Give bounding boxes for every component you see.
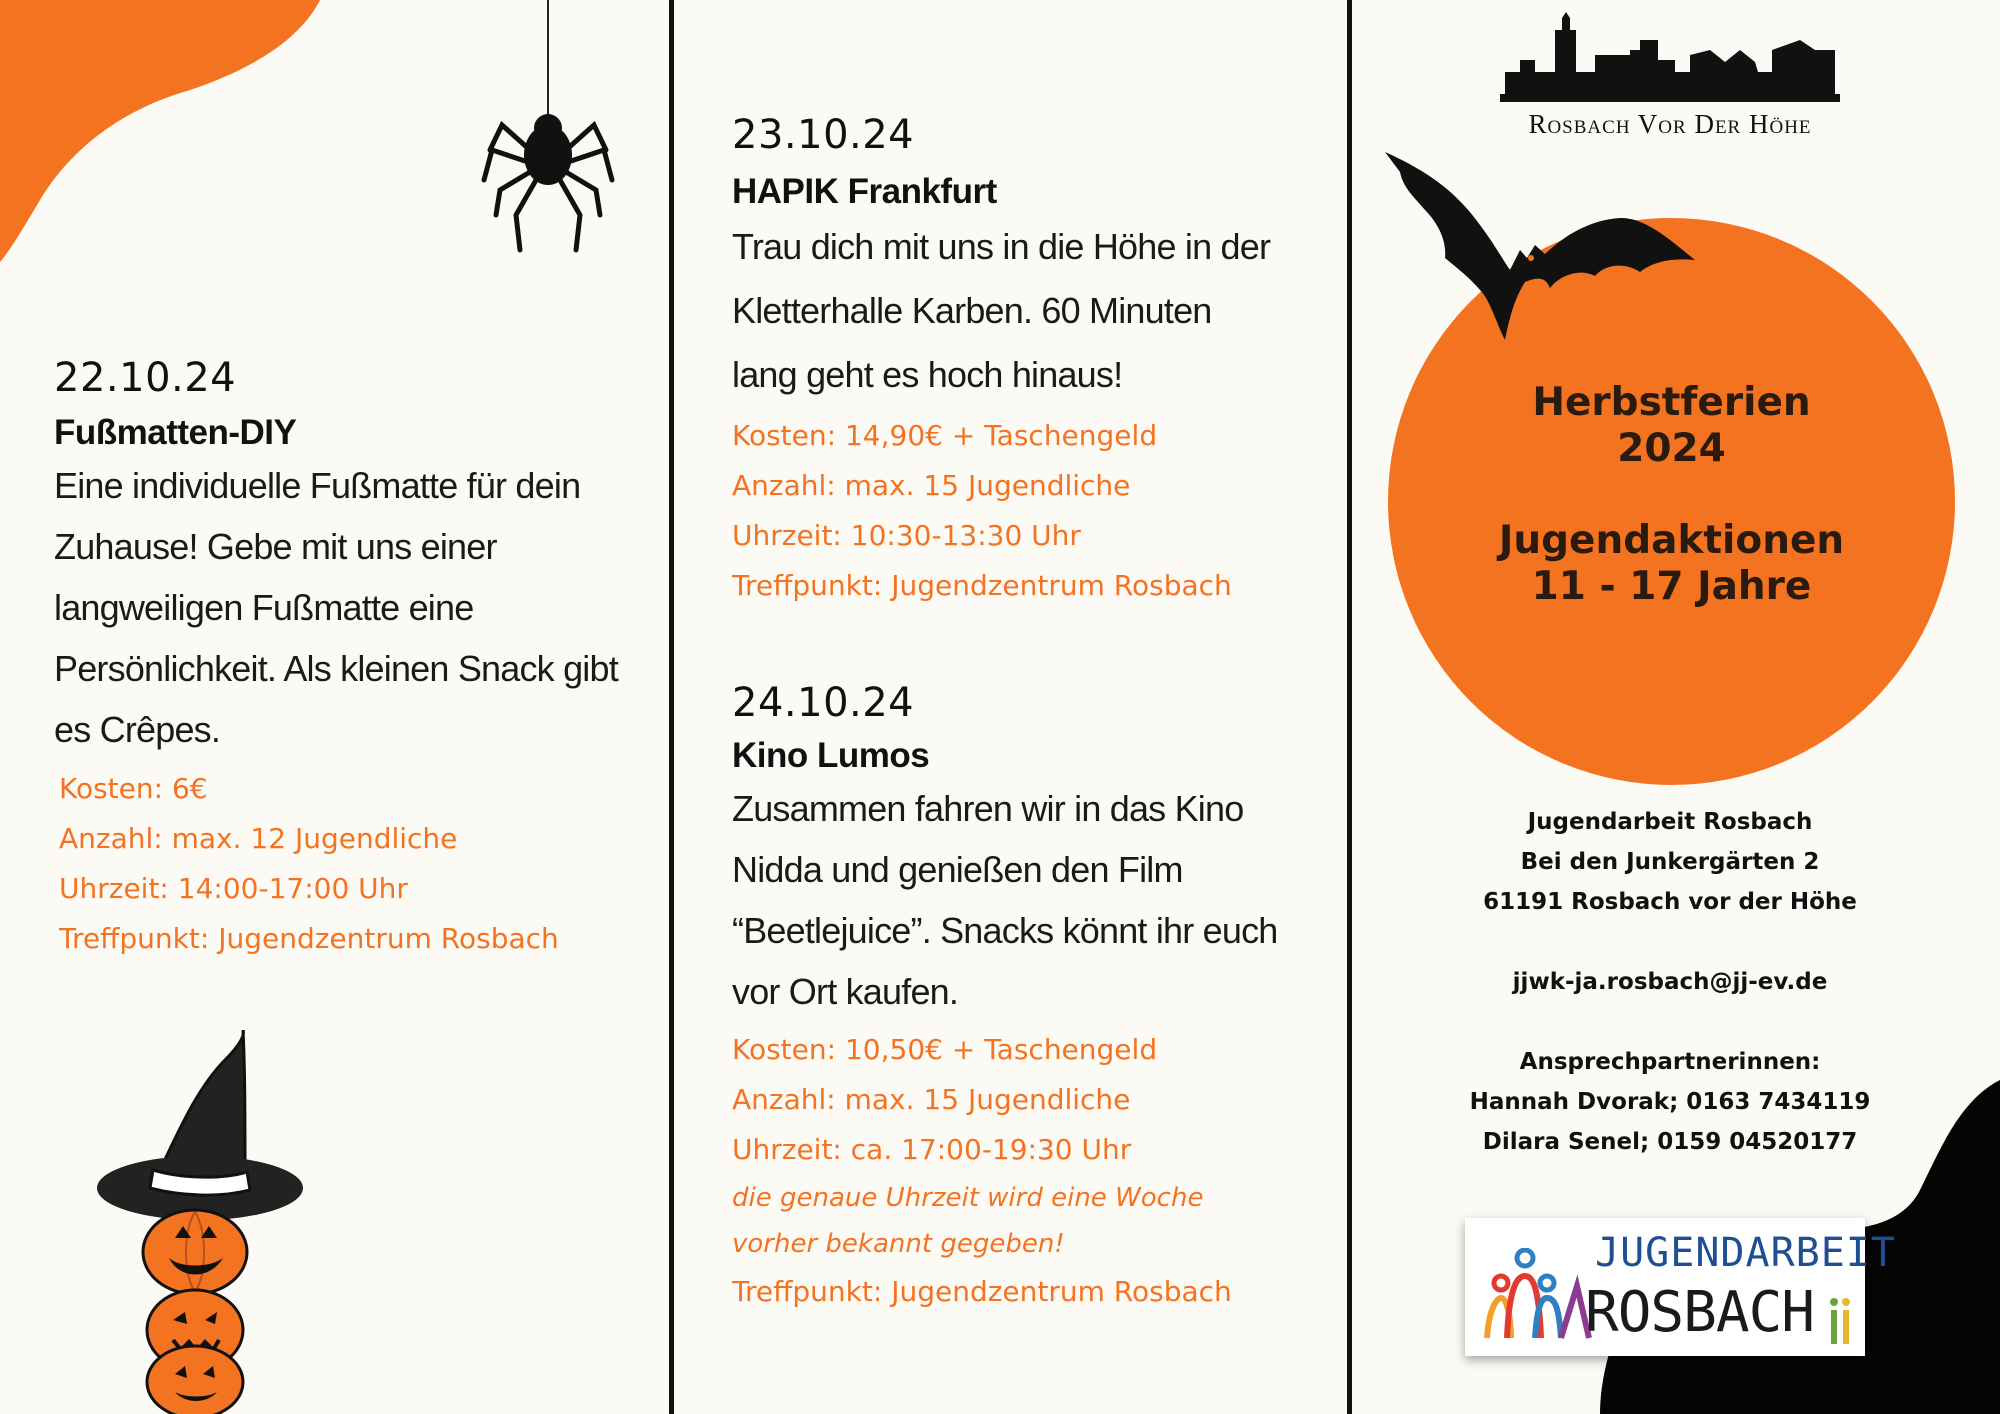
contact-email[interactable]: jjwk-ja.rosbach@jj-ev.de (1512, 969, 1828, 995)
event-date: 22.10.24 (54, 355, 237, 401)
event-details (59, 764, 654, 964)
bat-icon (1385, 150, 1705, 350)
contact-org: Jugendarbeit Rosbach (1527, 809, 1813, 835)
pumpkin-witch-icon (95, 1030, 310, 1414)
logo-line-2: ROSBACH (1585, 1280, 1815, 1345)
event-description: Trau dich mit uns in die Höhe in der Kletterhalle Karben. 60 Minuten lang geht es hoch hinaus! (732, 226, 1271, 395)
event-card-fussmatten (54, 355, 654, 964)
contact-persons-label: Ansprechpartnerinnen: (1519, 1049, 1821, 1075)
event-description: Zusammen fahren wir in das Kino Nidda und genießen den Film “Beetlejuice”. Snacks könnt ihr euch vor Ort kaufen. (732, 788, 1278, 1012)
holiday-year: 2024 (1617, 426, 1726, 471)
participants-text: Anzahl: max. 15 Jugendliche (732, 469, 1131, 502)
contact-city: 61191 Rosbach vor der Höhe (1483, 889, 1857, 915)
event-card-hapik (732, 112, 1332, 611)
program-title: Jugendaktionen (1498, 518, 1845, 563)
event-title: Fußmatten-DIY (54, 413, 297, 452)
time-note: die genaue Uhrzeit wird eine Woche vorher bekannt gegeben! (732, 1183, 1204, 1259)
column-divider-right (1347, 0, 1352, 1414)
event-details (732, 1025, 1332, 1175)
contact-street: Bei den Junkergärten 2 (1520, 849, 1820, 875)
people-figures-icon (1477, 1248, 1592, 1348)
jugendarbeit-logo (1465, 1218, 1896, 1356)
holiday-title: Herbstferien (1532, 380, 1811, 425)
event-date: 23.10.24 (732, 112, 915, 158)
contact-person-2: Dilara Senel; 0159 04520177 (1482, 1129, 1858, 1155)
time-text: Uhrzeit: 14:00-17:00 Uhr (59, 872, 408, 905)
circle-title-block (1388, 380, 1955, 610)
event-title: HAPIK Frankfurt (732, 172, 997, 211)
contact-person-1: Hannah Dvorak; 0163 7434119 (1469, 1089, 1871, 1115)
event-date: 24.10.24 (732, 680, 915, 726)
logo-line-1: JUGENDARBEIT (1595, 1230, 1896, 1276)
cost-text: Kosten: 10,50€ + Taschengeld (732, 1033, 1158, 1066)
contact-block (1430, 802, 1910, 1162)
time-text: Uhrzeit: 10:30-13:30 Uhr (732, 519, 1081, 552)
event-details (732, 411, 1332, 611)
jj-mark-icon (1827, 1296, 1857, 1346)
meeting-point-text: Treffpunkt: Jugendzentrum Rosbach (59, 922, 559, 955)
cost-text: Kosten: 6€ (59, 772, 208, 805)
town-skyline-icon (1500, 10, 1840, 105)
meeting-point-text: Treffpunkt: Jugendzentrum Rosbach (732, 569, 1232, 602)
participants-text: Anzahl: max. 12 Jugendliche (59, 822, 458, 855)
town-logo-text: Rosbach Vor Der Höhe (1528, 109, 1812, 139)
participants-text: Anzahl: max. 15 Jugendliche (732, 1083, 1131, 1116)
spider-icon (470, 0, 620, 260)
cost-text: Kosten: 14,90€ + Taschengeld (732, 419, 1158, 452)
event-card-kino (732, 680, 1332, 1317)
orange-blob-top-left (0, 0, 330, 270)
event-description: Eine individuelle Fußmatte für dein Zuhause! Gebe mit uns einer langweiligen Fußmatte eine Persönlichkeit. Als kleinen Snack gibt es Crêpes. (54, 465, 618, 750)
meeting-point-text: Treffpunkt: Jugendzentrum Rosbach (732, 1275, 1232, 1308)
age-range: 11 - 17 Jahre (1531, 564, 1812, 609)
event-title: Kino Lumos (732, 736, 930, 775)
town-logo (1500, 10, 1840, 150)
time-text: Uhrzeit: ca. 17:00-19:30 Uhr (732, 1133, 1132, 1166)
column-divider-left (669, 0, 674, 1414)
